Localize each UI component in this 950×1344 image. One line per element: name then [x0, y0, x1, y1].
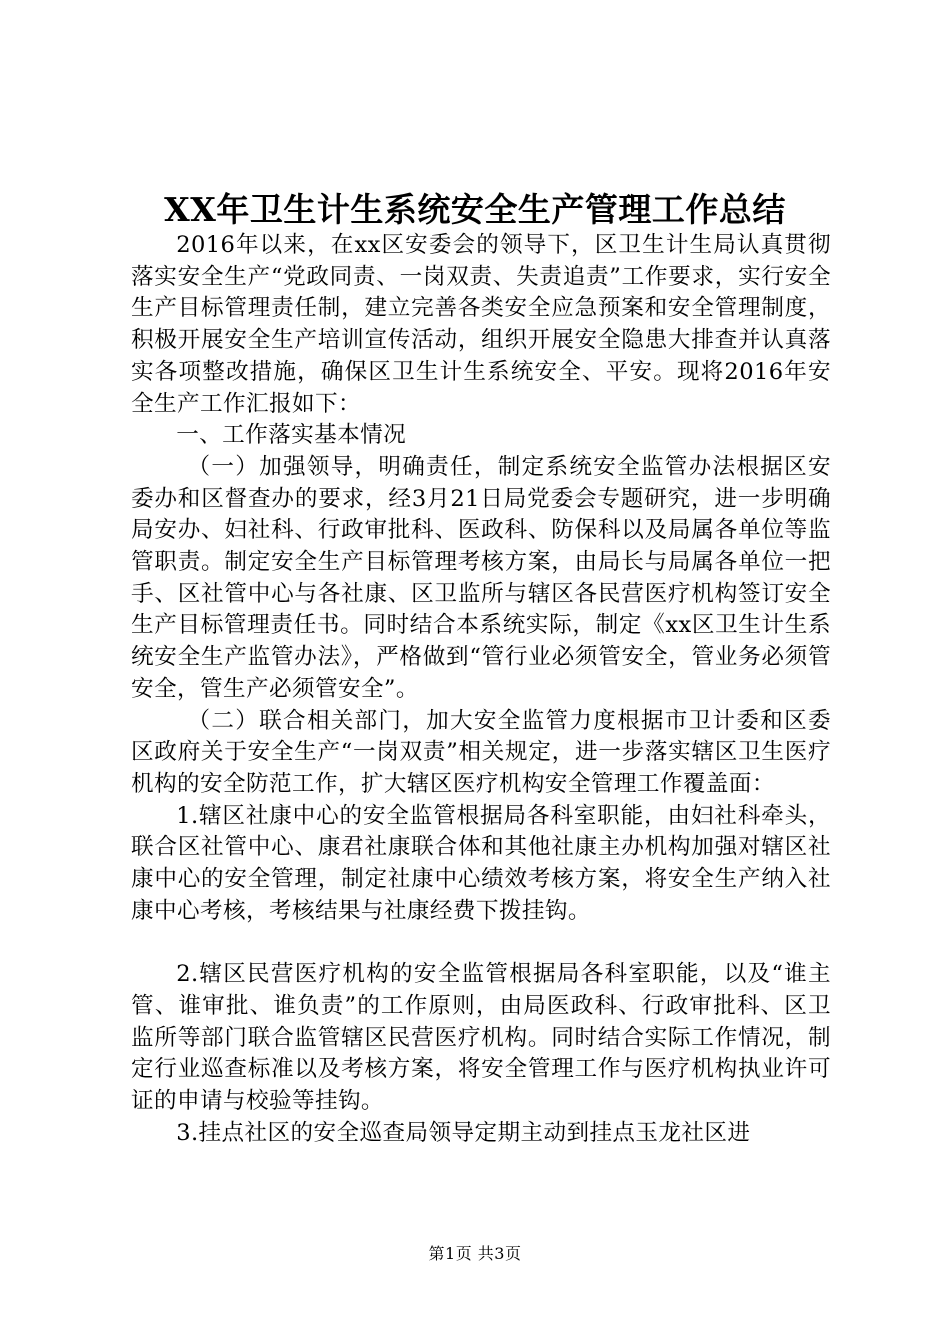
- subsection-paragraph-2: （二）联合相关部门，加大安全监管力度根据市卫计委和区委区政府关于安全生产“一岗双责”相关规定，进一步落实辖区卫生医疗机构的安全防范工作，扩大辖区医疗机构安全管理工作覆盖面：: [131, 707, 831, 797]
- section-heading: 一、工作落实基本情况: [176, 422, 407, 449]
- document-title: XX年卫生计生系统安全生产管理工作总结: [164, 190, 786, 229]
- subsection-paragraph-1: （一）加强领导，明确责任，制定系统安全监管办法根据区安委办和区督查办的要求，经3月21日局党委会专题研究，进一步明确局安办、妇社科、行政审批科、医政科、防保科以及局属各单位等监管职责。制定安全生产目标管理考核方案，由局长与局属各单位一把手、区社管中心与各社康、区卫监所与辖区各民营医疗机构签订安全生产目标管理责任书。同时结合本系统实际，制定《xx区卫生计生系统安全生产监管办法》，严格做到“管行业必须管安全，管业务必须管安全，管生产必须管安全”。: [131, 453, 831, 702]
- page-footer: 第1页 共3页: [428, 1244, 522, 1263]
- list-item-paragraph-2: 2.辖区民营医疗机构的安全监管根据局各科室职能，以及“谁主管、谁审批、谁负责”的工作原则，由局医政科、行政审批科、区卫监所等部门联合监管辖区民营医疗机构。同时结合实际工作情况，制定行业巡查标准以及考核方案，将安全管理工作与医疗机构执业许可证的申请与校验等挂钩。: [131, 961, 831, 1114]
- document-body: [131, 230, 831, 1149]
- intro-paragraph: 2016年以来，在xx区安委会的领导下，区卫生计生局认真贯彻落实安全生产“党政同责、一岗双责、失责追责”工作要求，实行安全生产目标管理责任制，建立完善各类安全应急预案和安全管理制度，积极开展安全生产培训宣传活动，组织开展安全隐患大排查并认真落实各项整改措施，确保区卫生计生系统安全、平安。现将2016年安全生产工作汇报如下：: [131, 232, 831, 417]
- list-item-paragraph-1: 1.辖区社康中心的安全监管根据局各科室职能，由妇社科牵头，联合区社管中心、康君社康联合体和其他社康主办机构加强对辖区社康中心的安全管理，制定社康中心绩效考核方案，将安全生产纳入社康中心考核，考核结果与社康经费下拨挂钩。: [131, 802, 831, 924]
- list-item-paragraph-3: 3.挂点社区的安全巡查局领导定期主动到挂点玉龙社区进: [176, 1119, 751, 1146]
